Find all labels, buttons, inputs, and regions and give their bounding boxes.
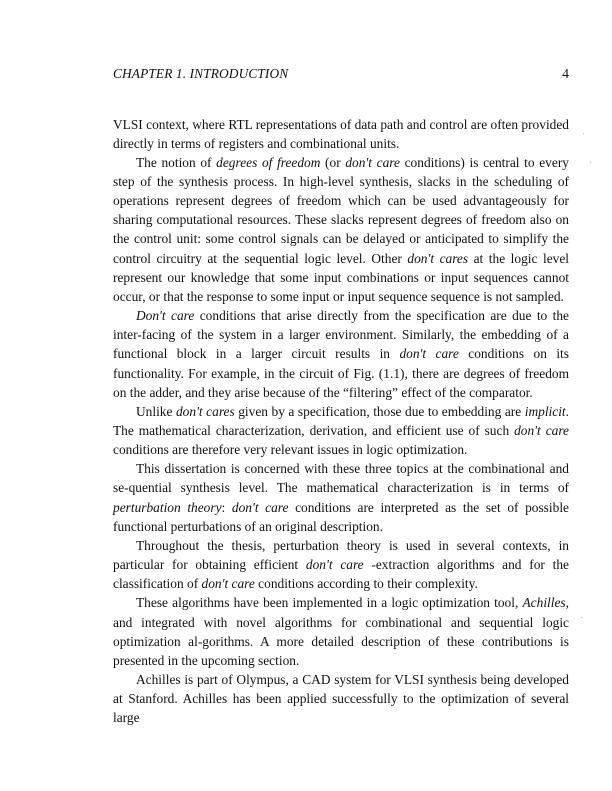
text-run: conditions) is central to every step of the synthesis process. In high-level synthesis, slacks in the scheduling of operations represent degrees of freedom which can be used advantageously for sharing computational resources. These slacks represent degrees of freedom also on the control unit: some control signals can be delayed or anticipated to simplify the control circuitry at the sequential logic level. Other [113,154,569,266]
paragraph [113,670,569,727]
text-run: conditions are therefore very relevant issues in logic optimization. [113,442,468,458]
emphasis-text: don't care [201,576,255,592]
text-run: VLSI context, where RTL representations of data path and control are often provided directly in terms of registers and combinational units. [113,116,569,151]
emphasis-text: don't cares [407,250,469,266]
emphasis-text: don't care [345,154,400,170]
paragraph [113,402,569,459]
paragraph [113,115,569,153]
text-run: conditions are interpreted as the set of possible functional perturbations of an original description. [113,499,569,534]
paragraph [113,459,569,536]
page-number: 4 [562,66,569,81]
emphasis-text: perturbation theory [113,499,222,515]
emphasis-text: don't care [231,499,289,515]
emphasis-text: don't cares [175,403,235,419]
emphasis-text: don't care [514,423,569,438]
scan-speck [581,617,582,618]
chapter-title: CHAPTER 1. INTRODUCTION [113,66,289,81]
text-run: , and integrated with novel algorithms for combinational and sequential logic optimization al-gorithms. A more detailed description of these contributions is presented in the upcoming section. [113,595,569,668]
text-run: at the logic level represent our knowledge that some input combinations or input sequences cannot occur, or that the response to some input or input sequence sequence is not sampled. [113,250,569,304]
text-run: given by a specification, those due to embedding are [234,403,525,419]
text-run: (or [320,154,346,170]
text-run: Unlike [136,403,176,419]
text-run: This dissertation is concerned with these three topics at the combinational and se-quential synthesis level. The mathematical characterization is in terms of [113,461,569,496]
emphasis-text: implicit [524,403,566,419]
emphasis-text: Achilles [522,595,566,611]
paragraph [113,153,569,306]
paragraph [113,593,569,670]
emphasis-text: degrees of freedom [216,154,321,170]
emphasis-text: don't care [305,557,364,573]
text-run: . The mathematical characterization, derivation, and efficient use of such [113,403,570,438]
text-run: : [221,499,232,515]
text-run: Achilles is part of Olympus, a CAD system for VLSI synthesis being developed at Stanford. Achilles has been applied successfully to the optimization of several large [113,672,569,726]
emphasis-text: don't care [399,346,459,362]
running-header [113,66,569,84]
scan-speck [590,162,591,163]
text-run: The notion of [136,154,217,170]
text-run: conditions that arise directly from the specification are due to the inter-facing of the system in a larger environment. Similarly, the embedding of a functional block in a larger circuit results in [113,308,569,362]
paragraph [113,306,569,402]
text-run: conditions according to their complexity. [254,576,478,592]
text-run: Throughout the thesis, perturbation theory is used in several contexts, in particular for obtaining efficient [113,537,569,573]
text-run: These algorithms have been implemented in a logic optimization tool, [136,595,523,611]
paragraph [113,536,569,593]
body-text [113,115,569,728]
text-run: -extraction algorithms and for the classification of [113,557,569,592]
text-run: conditions on its functionality. For example, in the circuit of Fig. (1.1), there are degrees of freedom on the adder, and they arise because of the “filtering” effect of the comparator. [113,346,569,400]
emphasis-text: Don't care [136,308,195,324]
scan-speck [583,133,584,134]
